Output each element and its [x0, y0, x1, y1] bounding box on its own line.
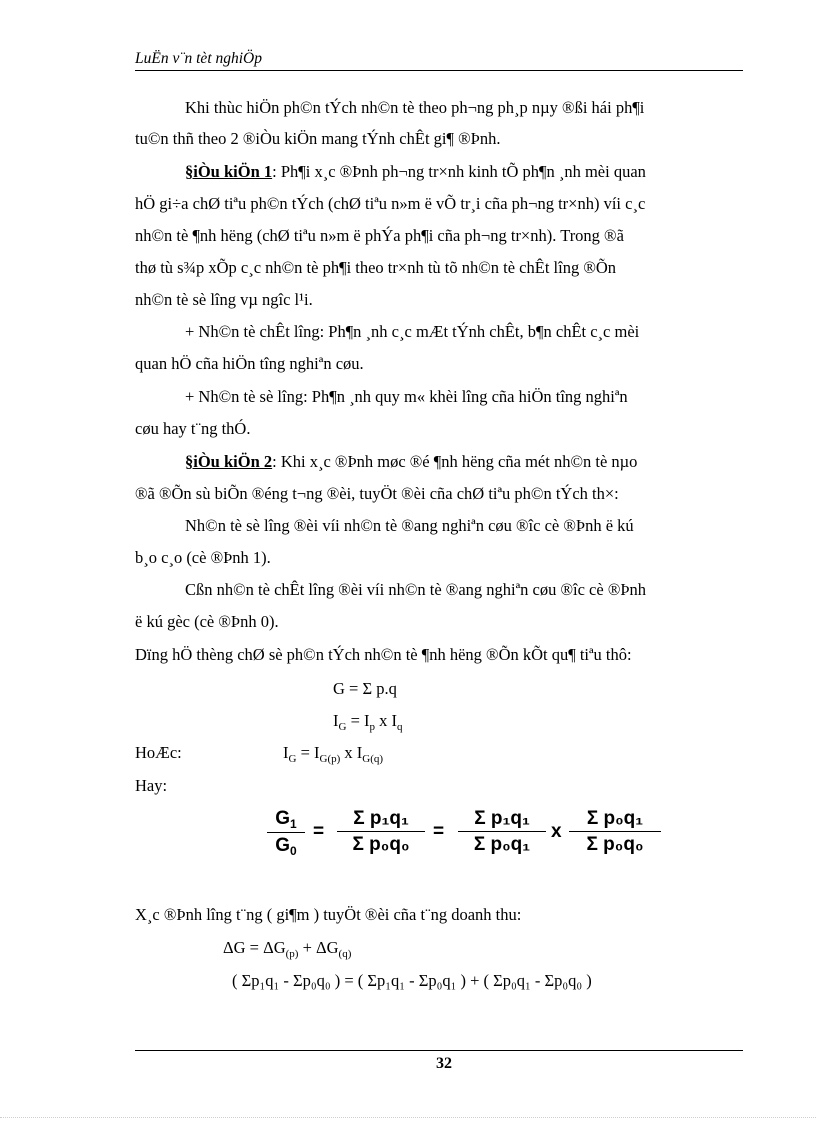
body-text-line: quan hÖ cña hiÖn tîng nghiªn cøu.: [135, 354, 364, 373]
body-text-line: Cßn nh©n tè chÊt lîng ®èi víi nh©n tè ®ang nghiªn cøu ®îc cè ®Þnh: [185, 580, 647, 599]
body-text-line: + Nh©n tè chÊt lîng: Ph¶n ¸nh c¸c mÆt tÝnh chÊt, b¶n chÊt c¸c mèi: [185, 322, 640, 341]
body-text-line: Nh©n tè sè lîng ®èi víi nh©n tè ®ang nghiªn cøu ®îc cè ®Þnh ë kú: [185, 516, 634, 535]
page-number: 32: [436, 1055, 452, 1072]
body-text-line: Khi thùc hiÖn ph©n tÝch nh©n tè theo ph¬ng ph¸p nµy ®ßi hái ph¶i: [185, 98, 645, 117]
equals-sign: =: [433, 821, 445, 842]
condition-2-label: §iÒu kiÖn 2: [185, 452, 273, 471]
body-text-line: ë kú gèc (cè ®Þnh 0).: [135, 612, 279, 631]
hay-label: Hay:: [135, 776, 168, 795]
body-text-line: nh©n tè ¶nh hëng (chØ tiªu n»m ë phÝa ph¶i cña ph¬ng tr×nh). Trong ®ã: [135, 226, 624, 245]
body-text-line: cøu hay t¨ng thÓ.: [135, 419, 251, 438]
header-rule: [135, 70, 743, 71]
body-text-line: b¸o c¸o (cè ®Þnh 1).: [135, 548, 271, 567]
body-text-line: thø tù s¾p xÕp c¸c nh©n tè ph¶i theo tr×nh tù tõ nh©n tè chÊt lîng ®Õn: [135, 258, 617, 277]
body-text-line: ®ã ®Õn sù biÕn ®éng t¬ng ®èi, tuyÖt ®èi cña chØ tiªu ph©n tÝch th×:: [135, 484, 619, 503]
body-text-line: + Nh©n tè sè lîng: Ph¶n ¸nh quy m« khèi lîng cña hiÖn tîng nghiªn: [185, 387, 628, 406]
running-header: LuËn v¨n tèt nghiÖp: [135, 50, 262, 67]
equals-sign: =: [313, 821, 325, 842]
condition-1-label: §iÒu kiÖn 1: [185, 162, 273, 181]
condition-1-line: [185, 162, 646, 182]
body-text-line: hÖ gi÷a chØ tiªu ph©n tÝch (chØ tiªu n»m ë vÕ tr¸i cña ph¬ng tr×nh) víi c¸c: [135, 194, 646, 213]
fraction-p0q1-p0q0: Σ p₀q₁ Σ p₀q₀: [569, 808, 661, 856]
body-text-line: tu©n thñ theo 2 ®iÒu kiÖn mang tÝnh chÊt gi¶ ®Þnh.: [135, 129, 501, 148]
page-edge-dotted-line: [0, 1117, 816, 1118]
condition-2-text: : Khi x¸c ®Þnh møc ®é ¶nh hëng cña mét nh©n tè nµo: [272, 452, 638, 471]
times-sign: x: [551, 821, 562, 842]
fraction-p1q1-p0q1: Σ p₁q₁ Σ p₀q₁: [458, 808, 546, 856]
formula-delta: $\Delta G = \Delta G_{(p)} + \Delta G_{(q)}$: [223, 938, 352, 960]
body-text-line: nh©n tè sè lîng vµ ngîc l¹i.: [135, 290, 313, 309]
body-text-line: X¸c ®Þnh lîng t¨ng ( gi¶m ) tuyÖt ®èi cña t¨ng doanh thu:: [135, 905, 522, 924]
formula-index-alt: $I_G = I_{G(p)}$ x $I_{G(q)}$: [283, 743, 384, 765]
hoac-label: HoÆc:: [135, 743, 182, 762]
formula-g-sum: G = Σ p.q: [333, 679, 397, 698]
footer-rule: [135, 1050, 743, 1051]
body-text-line: Dïng hÖ thèng chØ sè ph©n tÝch nh©n tè ¶nh hëng ®Õn kÕt qu¶ tiªu thô:: [135, 645, 632, 664]
fraction-g1-g0: $G_1$ $G_0$: [267, 808, 305, 858]
condition-1-text: : Ph¶i x¸c ®Þnh ph¬ng tr×nh kinh tÕ ph¶n ¸nh mèi quan: [272, 162, 646, 181]
condition-2-line: [185, 452, 637, 472]
formula-index: $I_G = I_p$ x $I_q$: [333, 711, 403, 733]
formula-sum-decomposition: ( Σp₁q₁ - Σp₀q₀ ) = ( Σp₁q₁ - Σp₀q₁ ) + ( Σp₀q₁ - Σp₀q₀ ): [232, 971, 592, 990]
fraction-p1q1-p0q0: Σ p₁q₁ Σ p₀q₀: [337, 808, 425, 856]
